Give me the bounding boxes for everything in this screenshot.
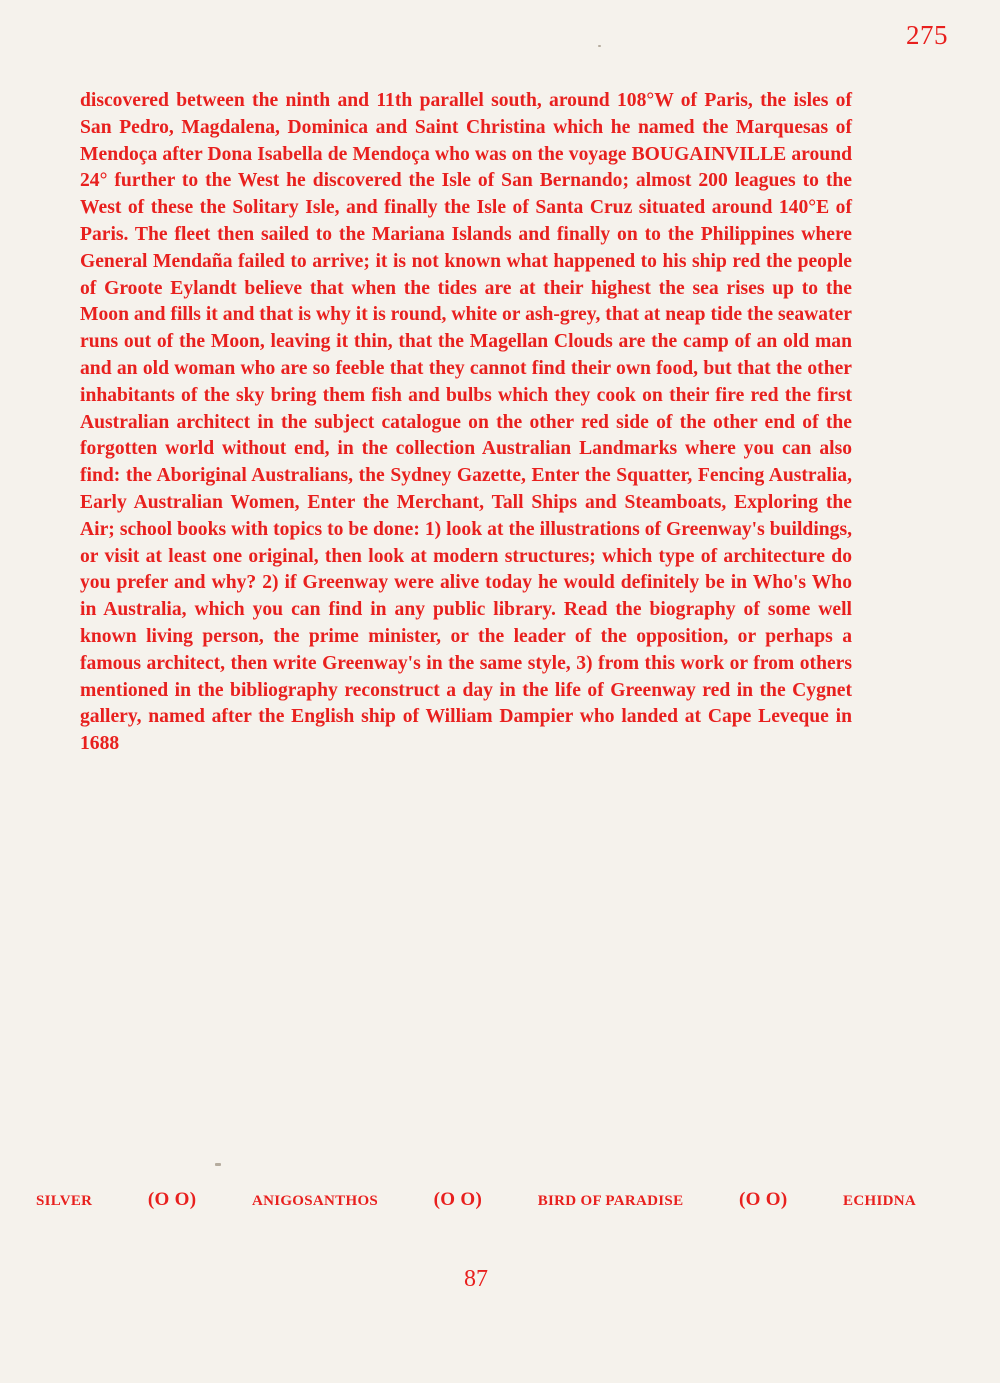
footer-labels: [36, 1189, 916, 1211]
paper-speck: [215, 1163, 221, 1166]
footer-label-anigosanthos: ANIGOSANTHOS: [251, 1193, 379, 1209]
footer-label-echidna: ECHIDNA: [843, 1193, 916, 1209]
page-number-top: 275: [906, 20, 948, 50]
footer-label-silver: SILVER: [36, 1193, 93, 1209]
footer-label-bird-of-paradise: BIRD OF PARADISE: [537, 1193, 684, 1209]
body-paragraph: discovered between the ninth and 11th parallel south, around 108°W of Paris, the isles of San Pedro, Magdalena, Dominica and Saint Christina which he named the Marquesas of Mendoça after Dona Isabella de Mendoça who was on the voyage BOUGAINVILLE around 24° further to the West he discovered the Isle of San Bernando; almost 200 leagues to the West of these the Solitary Isle, and finally the Isle of Santa Cruz situated around 140°E of Paris. The fleet then sailed to the Mariana Islands and finally on to the Philippines where General Mendaña failed to arrive; it is not known what happened to his ship red the people of Groote Eylandt believe that when the tides are at their highest the sea rises up to the Moon and fills it and that is why it is round, white or ash-grey, that at neap tide the seawater runs out of the Moon, leaving it thin, that the Magellan Clouds are the camp of an old man and an old woman who are so feeble that they cannot find their own food, but that the other inhabitants of the sky bring them fish and bulbs which they cook on their fire red the first Australian architect in the subject catalogue on the other red side of the other end of the forgotten world without end, in the collection Australian Landmarks where you can also find: the Aboriginal Australians, the Sydney Gazette, Enter the Squatter, Fencing Australia, Early Australian Women, Enter the Merchant, Tall Ships and Steamboats, Exploring the Air; school books with topics to be done: 1) look at the illustrations of Greenway's buildings, or visit at least one original, then look at modern structures; which type of architecture do you prefer and why? 2) if Greenway were alive today he would definitely be in Who's Who in Australia, which you can find in any public library. Read the biography of some well known living person, the prime minister, or the leader of the opposition, or perhaps a famous architect, then write Greenway's in the same style, 3) from this work or from others mentioned in the bibliography reconstruct a day in the life of Greenway red in the Cygnet gallery, named after the English ship of William Dampier who landed at Cape Leveque in 1688: [80, 90, 852, 755]
page-number-bottom: 87: [464, 1266, 488, 1292]
footer-separator-2: (O O): [433, 1189, 483, 1210]
footer-separator-1: (O O): [147, 1189, 197, 1210]
paper-speck: [598, 45, 601, 47]
footer-separator-3: (O O): [738, 1189, 788, 1210]
